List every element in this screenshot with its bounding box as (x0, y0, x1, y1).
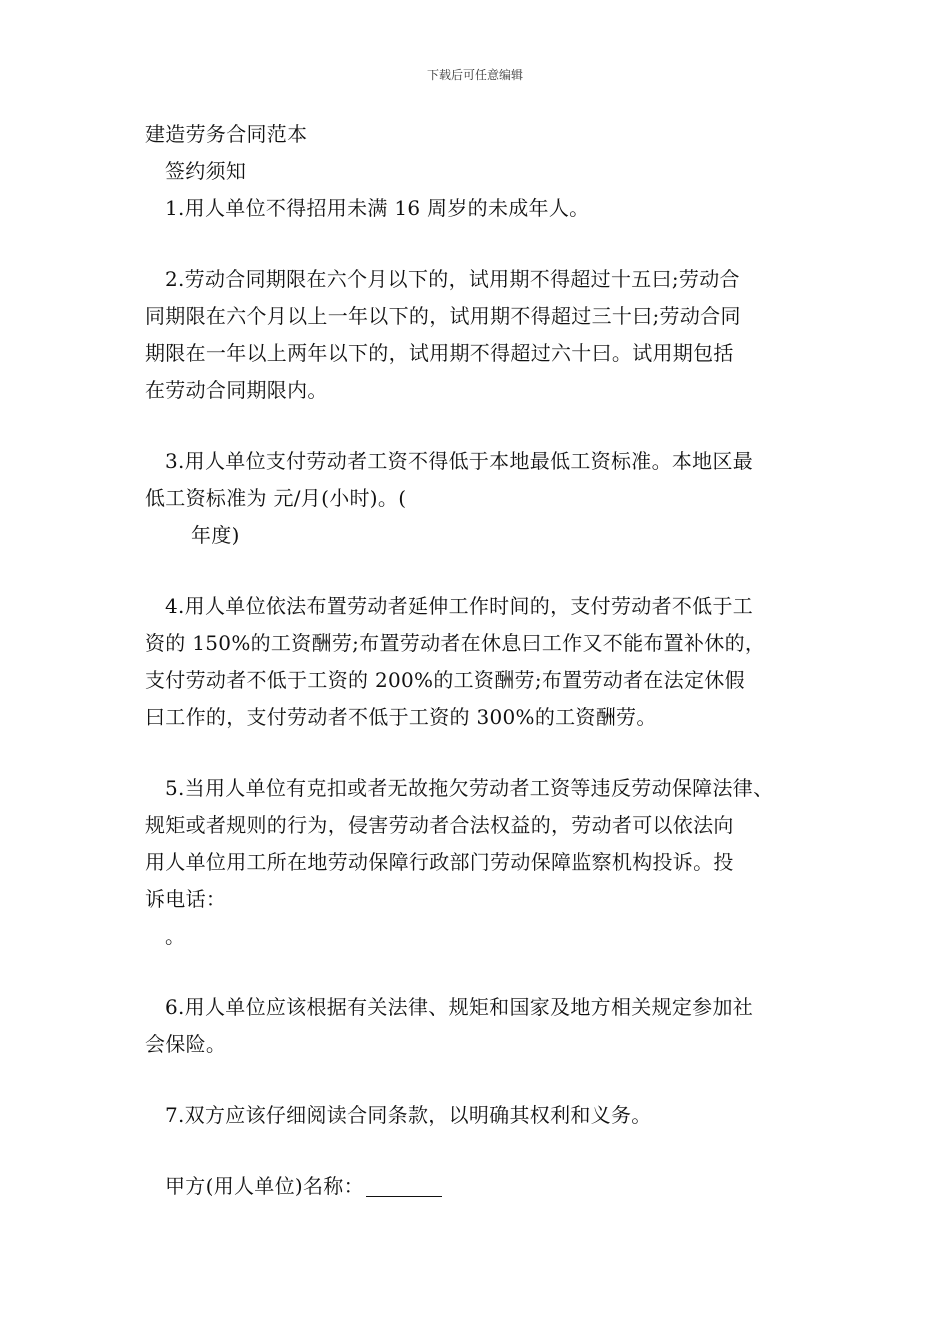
notice-item-2-line-2: 同期限在六个月以上一年以下的，试用期不得超过三十曰;劳动合同 (145, 304, 741, 328)
party-a-row (145, 1168, 815, 1205)
notice-item-5-line-1: 5.当用人单位有克扣或者无故拖欠劳动者工资等违反劳动保障法律、 (165, 776, 774, 800)
notice-item-6-line-1: 6.用人单位应该根据有关法律、规矩和国家及地方相关规定参加社 (165, 995, 754, 1019)
notice-item-4-line-3: 支付劳动者不低于工资的 200%的工资酬劳;布置劳动者在法定休假 (145, 668, 745, 692)
notice-item-7-line-1: 7.双方应该仔细阅读合同条款，以明确其权利和义务。 (165, 1103, 652, 1127)
notice-item-4-line-2: 资的 150%的工资酬劳;布置劳动者在休息曰工作又不能布置补休的， (145, 631, 766, 655)
section-heading: 签约须知 (165, 159, 247, 183)
notice-item-4-line-4: 曰工作的，支付劳动者不低于工资的 300%的工资酬劳。 (145, 705, 657, 729)
party-a-label: 甲方(用人单位)名称： (165, 1174, 364, 1198)
notice-item-3-line-1: 3.用人单位支付劳动者工资不得低于本地最低工资标准。本地区最 (165, 449, 754, 473)
header-note: 下载后可任意编辑 (426, 68, 523, 82)
notice-item-7 (145, 1097, 815, 1134)
notice-item-6 (145, 989, 815, 1063)
notice-item-4-line-1: 4.用人单位依法布置劳动者延伸工作时间的，支付劳动者不低于工 (165, 594, 754, 618)
notice-item-3-line-3: 年度) (191, 523, 240, 547)
notice-item-6-line-2: 会保险。 (145, 1032, 227, 1056)
notice-item-3 (145, 443, 815, 554)
notice-item-2-line-3: 期限在一年以上两年以下的，试用期不得超过六十曰。试用期包括 (145, 341, 734, 365)
notice-item-5 (145, 770, 815, 955)
notice-item-5-line-3: 用人单位用工所在地劳动保障行政部门劳动保障监察机构投诉。投 (145, 850, 734, 874)
document-body (145, 116, 815, 1205)
party-a-name-blank[interactable] (366, 1172, 442, 1197)
party-a-line (145, 1168, 815, 1205)
notice-item-2-line-1: 2.劳动合同期限在六个月以下的，试用期不得超过十五曰;劳动合 (165, 267, 740, 291)
notice-item-2 (145, 261, 815, 409)
notice-item-1: 1.用人单位不得招用未满 16 周岁的未成年人。 (165, 196, 590, 220)
notice-item-2-line-4: 在劳动合同期限内。 (145, 378, 328, 402)
notice-item-5-line-2: 规矩或者规则的行为，侵害劳动者合法权益的，劳动者可以依法向 (145, 813, 734, 837)
notice-item-3-line-2: 低工资标准为 元/月(小时)。( (145, 486, 407, 510)
notice-item-4 (145, 588, 815, 736)
document-title: 建造劳务合同范本 (145, 122, 308, 146)
notice-item-5-line-4: 诉电话： (145, 887, 227, 911)
notice-item-5-line-5: 。 (165, 924, 186, 948)
